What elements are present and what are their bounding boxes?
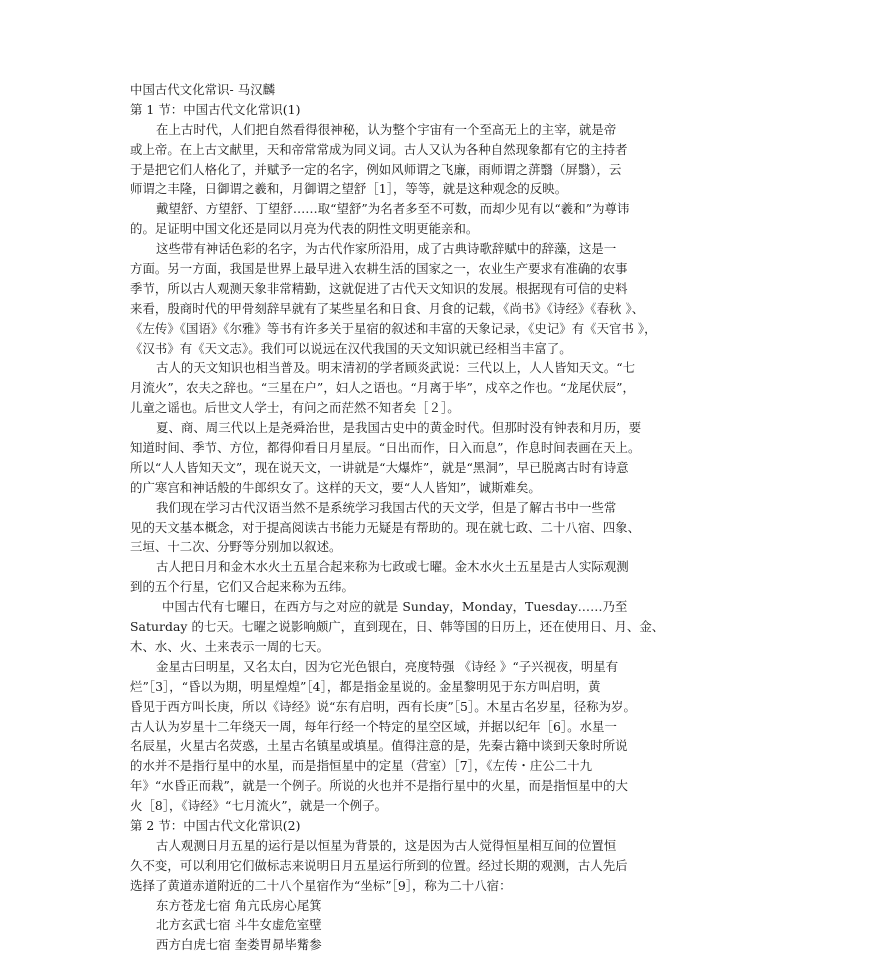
paragraph-line: 或上帝。在上古文献里，天和帝常常成为同义词。古人又认为各种自然现象都有它的主持者 — [130, 141, 628, 157]
paragraph-line: 选择了黄道赤道附近的二十八个星宿作为“坐标”［9］，称为二十八宿： — [130, 877, 512, 893]
paragraph-line: 夏、商、周三代以上是尧舜治世，是我国古史中的黄金时代。但那时没有钟表和月历，要 — [156, 420, 642, 436]
paragraph-line: 《左传》《国语》《尔雅》等书有许多关于星宿的叙述和丰富的天象记录，《史记》有《天官书 》， — [130, 320, 657, 336]
paragraph-line: 到的五个行星，它们又合起来称为五纬。 — [130, 579, 354, 595]
paragraph-line: 来看，殷商时代的甲骨刻辞早就有了某些星名和日食、月食的记载，《尚书》《诗经》《春秋 》、 — [130, 300, 645, 316]
paragraph-line: 月流火”，农夫之辞也。“三星在户”，妇人之语也。“月离于毕”，戍卒之作也。“龙尾伏辰”， — [130, 380, 635, 396]
paragraph-line: 的。足证明中国文化还是同以月亮为代表的阴性文明更能亲和。 — [130, 221, 479, 237]
document-title: 中国古代文化常识- 马汉麟 — [130, 82, 276, 97]
paragraph-line: 烂”［3］，“昏以为期，明星煌煌”［4］，都是指金星说的。金星黎明见于东方叫启明，黄 — [130, 678, 601, 694]
paragraph-line: 的水并不是指行星中的水星，而是指恒星中的定星（营室）［7］，《左传・庄公二十九 — [130, 758, 593, 774]
mansion-group-line: 北方玄武七宿 斗牛女虚危室壁 — [156, 917, 322, 933]
paragraph-line: 火［8］，《诗经》“七月流火”，就是一个例子。 — [130, 798, 388, 814]
paragraph-line: 古人的天文知识也相当普及。明末清初的学者顾炎武说：三代以上，人人皆知天文。“七 — [156, 360, 636, 376]
paragraph-line: 中国古代有七曜日，在西方与之对应的就是 Sunday，Monday，Tuesday……乃至 — [162, 599, 628, 615]
paragraph-line: 《汉书》有《天文志》。我们可以说远在汉代我国的天文知识就已经相当丰富了。 — [130, 340, 572, 356]
paragraph-line: 戴望舒、方望舒、丁望舒……取“望舒”为名者多至不可数，而却少见有以“羲和”为尊讳 — [156, 201, 630, 217]
paragraph-line: 古人把日月和金木水火土五星合起来称为七政或七曜。金木水火土五星是古人实际观测 — [156, 559, 629, 575]
paragraph-line: 师谓之丰隆，日御谓之羲和，月御谓之望舒［1］，等等，就是这种观念的反映。 — [130, 181, 568, 197]
section-2-heading: 第 2 节：中国古代文化常识(2) — [130, 817, 301, 833]
mansion-group-line: 东方苍龙七宿 角亢氐房心尾箕 — [156, 897, 322, 913]
paragraph-line: 古人观测日月五星的运行是以恒星为背景的，这是因为古人觉得恒星相互间的位置恒 — [156, 837, 617, 853]
paragraph-line: 昏见于西方叫长庚，所以《诗经》说“东有启明，西有长庚”［5］。木星古名岁星，径称为岁。 — [130, 698, 636, 714]
document-page — [130, 80, 744, 955]
paragraph-line: 金星古曰明星，又名太白，因为它光色银白，亮度特强 《诗经 》“子兴视夜，明星有 — [156, 658, 619, 674]
paragraph-line: 这些带有神话色彩的名字，为古代作家所沿用，成了古典诗歌辞赋中的辞藻，这是一 — [156, 241, 617, 257]
mansion-group-line: 西方白虎七宿 奎娄胃昴毕觜参 — [156, 937, 322, 953]
paragraph-line: 在上古时代，人们把自然看得很神秘，认为整个宇宙有一个至高无上的主宰，就是帝 — [156, 121, 617, 137]
paragraph-line: Saturday 的七天。七曜之说影响颇广，直到现在，日、韩等国的日历上，还在使用日、月、金、 — [130, 619, 665, 635]
paragraph-line: 三垣、十二次、分野等分别加以叙述。 — [130, 539, 342, 555]
paragraph-line: 名辰星，火星古名荧惑，土星古名镇星或填星。值得注意的是，先秦古籍中谈到天象时所说 — [130, 738, 628, 754]
paragraph-line: 年》“水昏正而栽”，就是一个例子。所说的火也并不是指行星中的火星，而是指恒星中的大 — [130, 778, 628, 794]
paragraph-line: 我们现在学习古代汉语当然不是系统学习我国古代的天文学，但是了解古书中一些常 — [156, 499, 617, 515]
section-1-heading: 第 1 节：中国古代文化常识(1) — [130, 101, 301, 117]
paragraph-line: 知道时间、季节、方位，都得仰看日月星辰。“日出而作，日入而息”，作息时间表画在天上。 — [130, 440, 641, 456]
paragraph-line: 方面。另一方面，我国是世界上最早进入农耕生活的国家之一，农业生产要求有准确的农事 — [130, 261, 628, 277]
paragraph-line: 儿童之谣也。后世文人学士，有问之而茫然不知者矣［２］。 — [130, 400, 460, 416]
paragraph-line: 古人认为岁星十二年绕天一周，每年行经一个特定的星空区域，并据以纪年［6］。水星一 — [130, 718, 617, 734]
paragraph-line: 所以“人人皆知天文”，现在说天文，一讲就是“大爆炸”，就是“黑洞”，早已脱离古时有诗意 — [130, 459, 629, 475]
paragraph-line: 见的天文基本概念，对于提高阅读古书能力无疑是有帮助的。现在就七政、二十八宿、四象、 — [130, 519, 641, 535]
paragraph-line: 久不变，可以利用它们做标志来说明日月五星运行所到的位置。经过长期的观测，古人先后 — [130, 857, 628, 873]
paragraph-line: 于是把它们人格化了，并赋予一定的名字，例如风师谓之飞廉，雨师谓之蓱翳（屏翳），云 — [130, 161, 622, 177]
paragraph-line: 季节，所以古人观测天象非常精勤，这就促进了古代天文知识的发展。根据现有可信的史料 — [130, 280, 628, 296]
paragraph-line: 木、水、火、土来表示一周的七天。 — [130, 638, 330, 654]
paragraph-line: 的广寒宫和神话般的牛郎织女了。这样的天文，要“人人皆知”，诚斯难矣。 — [130, 479, 541, 495]
